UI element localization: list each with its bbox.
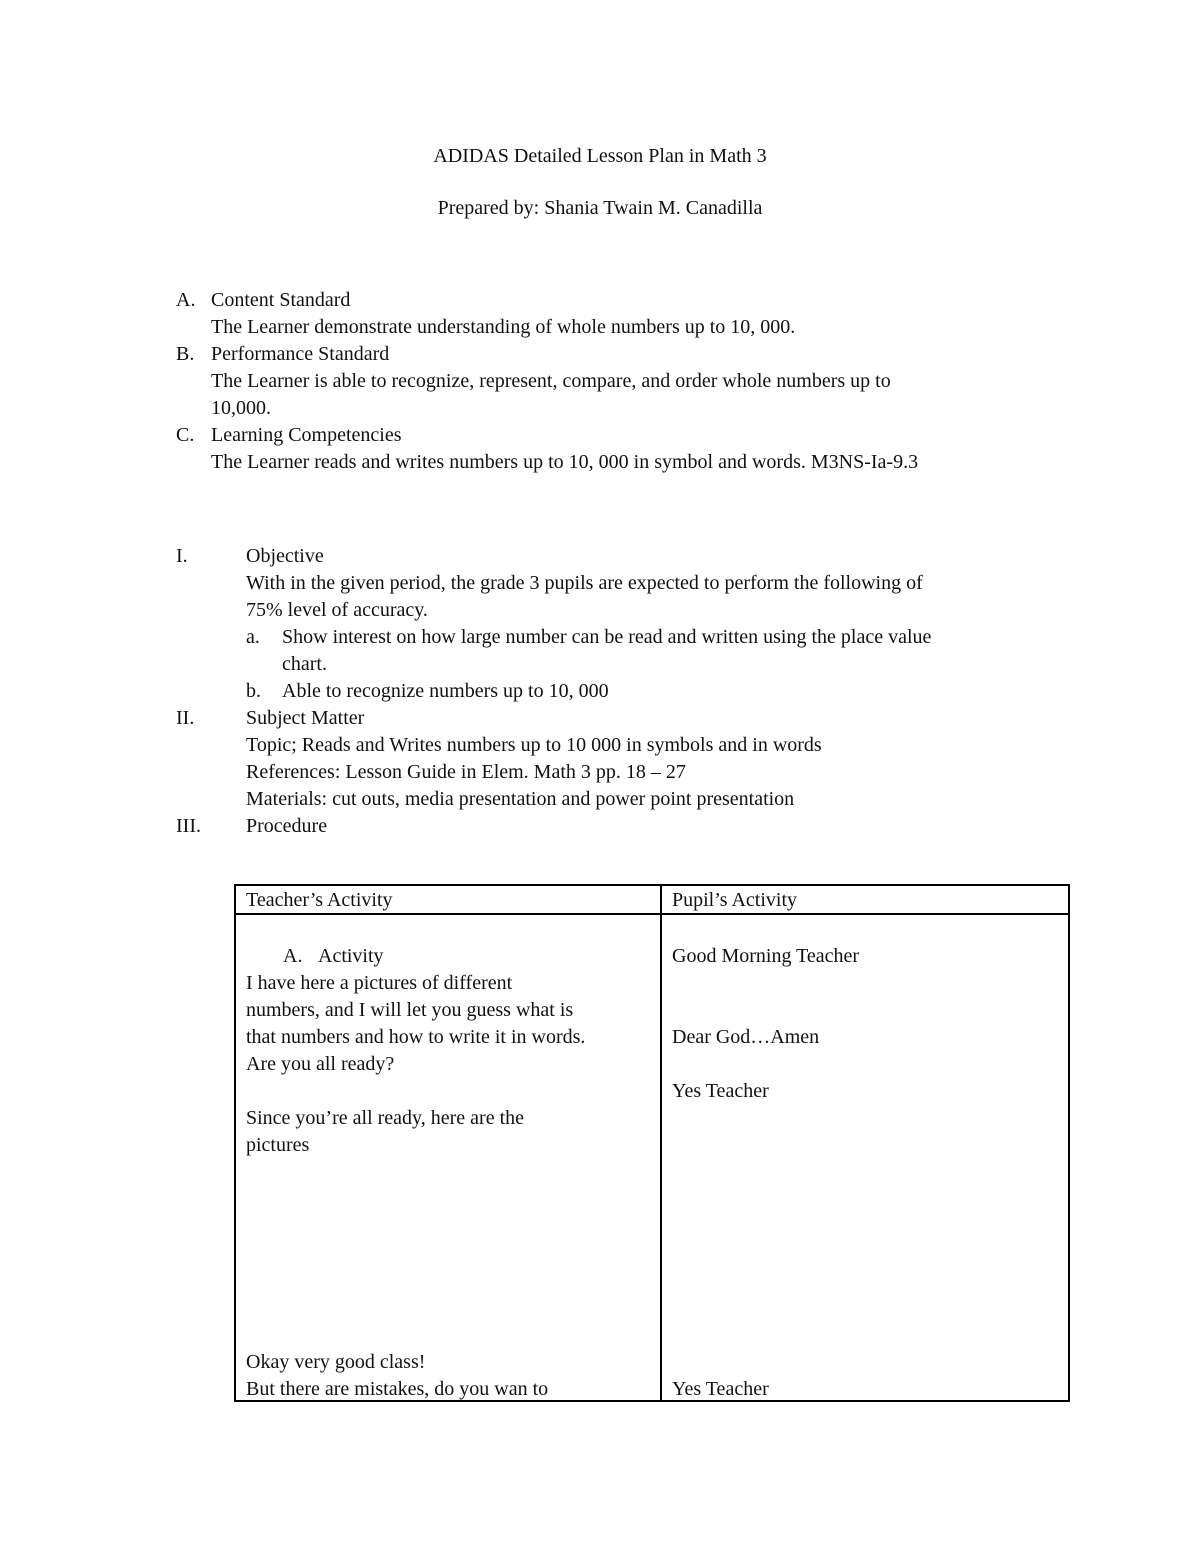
teacher-line: that numbers and how to write it in words. [246,1026,586,1048]
pupil-line: Yes Teacher [672,1080,769,1102]
subject-matter-references: References: Lesson Guide in Elem. Math 3 pp. 18 – 27 [246,761,686,783]
objective-text-line2: 75% level of accuracy. [246,599,428,621]
standard-b-heading: Performance Standard [211,343,390,365]
objective-item-a-line1: Show interest on how large number can be read and written using the place value [282,626,932,648]
standard-a-heading: Content Standard [211,289,351,311]
teacher-line: Okay very good class! [246,1351,426,1373]
standard-a-text: The Learner demonstrate understanding of whole numbers up to 10, 000. [211,316,796,338]
pupil-line: Yes Teacher [672,1378,769,1400]
teacher-line: Are you all ready? [246,1053,395,1075]
teacher-activity-header: Teacher’s Activity [246,889,393,911]
pupil-activity-header: Pupil’s Activity [672,889,798,911]
teacher-line: But there are mistakes, do you wan to [246,1378,549,1400]
teacher-line: pictures [246,1134,310,1156]
subject-matter-marker: II. [176,707,195,729]
prepared-by: Prepared by: Shania Twain M. Canadilla [437,197,763,219]
subject-matter-materials: Materials: cut outs, media presentation and power point presentation [246,788,795,810]
standard-b-text-line1: The Learner is able to recognize, represent, compare, and order whole numbers up to [211,370,891,392]
standard-b-text-line2: 10,000. [211,397,271,419]
teacher-line: I have here a pictures of different [246,972,513,994]
procedure-heading: Procedure [246,815,328,837]
objective-text-line1: With in the given period, the grade 3 pupils are expected to perform the following of [246,572,923,594]
document-title: ADIDAS Detailed Lesson Plan in Math 3 [433,145,767,167]
standard-c-marker: C. [176,424,195,446]
activity-table [234,884,1070,1402]
objective-item-a-line2: chart. [282,653,327,675]
objective-marker: I. [176,545,188,567]
subject-matter-topic: Topic; Reads and Writes numbers up to 10 000 in symbols and in words [246,734,822,756]
teacher-line: numbers, and I will let you guess what is [246,999,574,1021]
pupil-line: Dear God…Amen [672,1026,820,1048]
subject-matter-heading: Subject Matter [246,707,365,729]
teacher-activity-heading: Activity [318,945,384,967]
teacher-line: Since you’re all ready, here are the [246,1107,524,1129]
objective-item-b-line1: Able to recognize numbers up to 10, 000 [282,680,609,702]
objective-item-a-marker: a. [246,626,260,648]
standard-a-marker: A. [176,289,196,311]
standard-c-text: The Learner reads and writes numbers up to 10, 000 in symbol and words. M3NS-Ia-9.3 [211,451,919,473]
procedure-marker: III. [176,815,201,837]
objective-heading: Objective [246,545,324,567]
standard-b-marker: B. [176,343,195,365]
pupil-line: Good Morning Teacher [672,945,860,967]
teacher-activity-marker: A. [283,945,303,967]
standard-c-heading: Learning Competencies [211,424,402,446]
objective-item-b-marker: b. [246,680,261,702]
table-column-divider [660,886,662,1400]
